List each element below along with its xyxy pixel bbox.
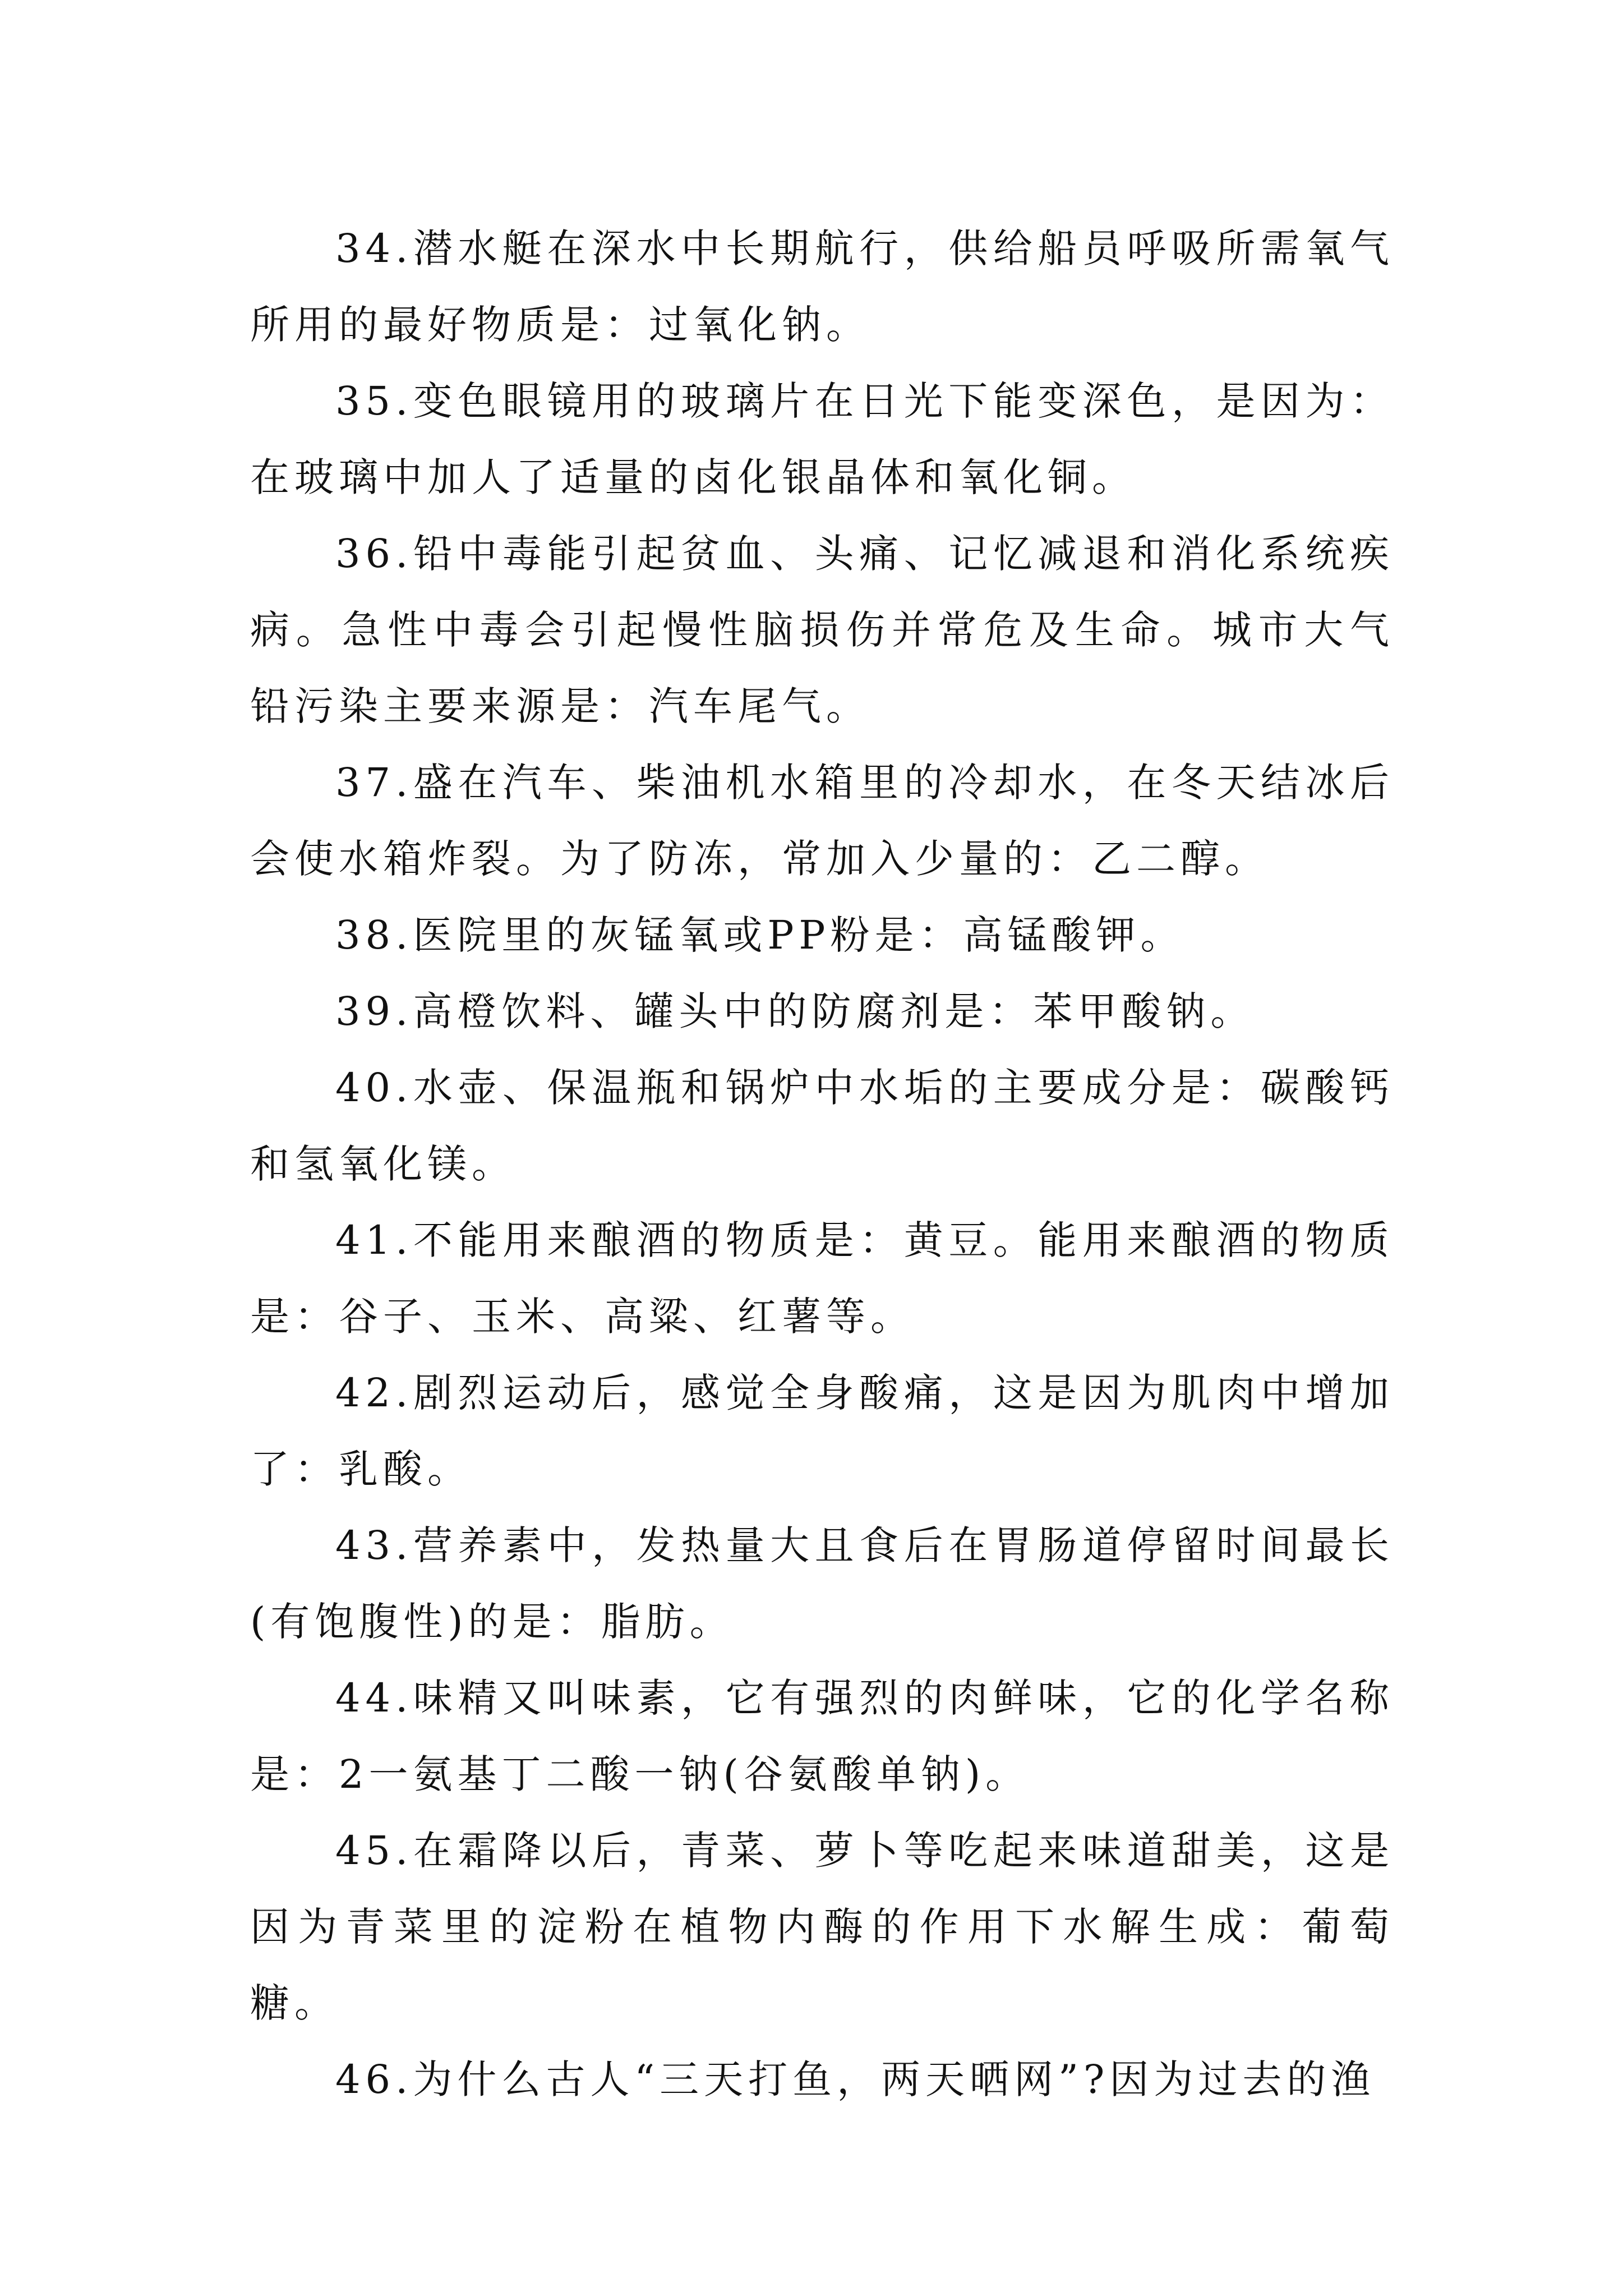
paragraph-43: 43.营养素中，发热量大且食后在胃肠道停留时间最长(有饱腹性)的是：脂肪。: [250, 1522, 1394, 1645]
paragraph-45: 45.在霜降以后，青菜、萝卜等吃起来味道甜美，这是因为青菜里的淀粉在植物内酶的作用下水解生成：葡萄糖。: [250, 1828, 1394, 2026]
paragraph-44: 44.味精又叫味素，它有强烈的肉鲜味，它的化学名称是：2一氨基丁二酸一钠(谷氨酸单钠)。: [250, 1675, 1394, 1797]
paragraph-36: 36.铅中毒能引起贫血、头痛、记忆减退和消化系统疾病。急性中毒会引起慢性脑损伤并常危及生命。城市大气铅污染主要来源是：汽车尾气。: [250, 531, 1394, 729]
paragraph-40: 40.水壶、保温瓶和锅炉中水垢的主要成分是：碳酸钙和氢氧化镁。: [250, 1065, 1394, 1187]
paragraph-42: 42.剧烈运动后，感觉全身酸痛，这是因为肌肉中增加了：乳酸。: [250, 1370, 1394, 1492]
document-body: [250, 210, 1394, 2118]
paragraph-39: 39.高橙饮料、罐头中的防腐剂是：苯甲酸钠。: [335, 988, 1255, 1034]
paragraph-37: 37.盛在汽车、柴油机水箱里的冷却水，在冬天结冰后会使水箱炸裂。为了防冻，常加入少量的：乙二醇。: [250, 760, 1394, 882]
paragraph-41: 41.不能用来酿酒的物质是：黄豆。能用来酿酒的物质是：谷子、玉米、高粱、红薯等。: [250, 1217, 1394, 1340]
paragraph-35: 35.变色眼镜用的玻璃片在日光下能变深色，是因为：在玻璃中加人了适量的卤化银晶体和氧化铜。: [250, 378, 1394, 500]
paragraph-34: 34.潜水艇在深水中长期航行，供给船员呼吸所需氧气所用的最好物质是：过氧化钠。: [250, 226, 1394, 348]
paragraph-38: 38.医院里的灰锰氧或PP粉是：高锰酸钾。: [335, 912, 1185, 958]
paragraph-46: 46.为什么古人“三天打鱼，两天晒网”?因为过去的渔: [335, 2056, 1376, 2102]
